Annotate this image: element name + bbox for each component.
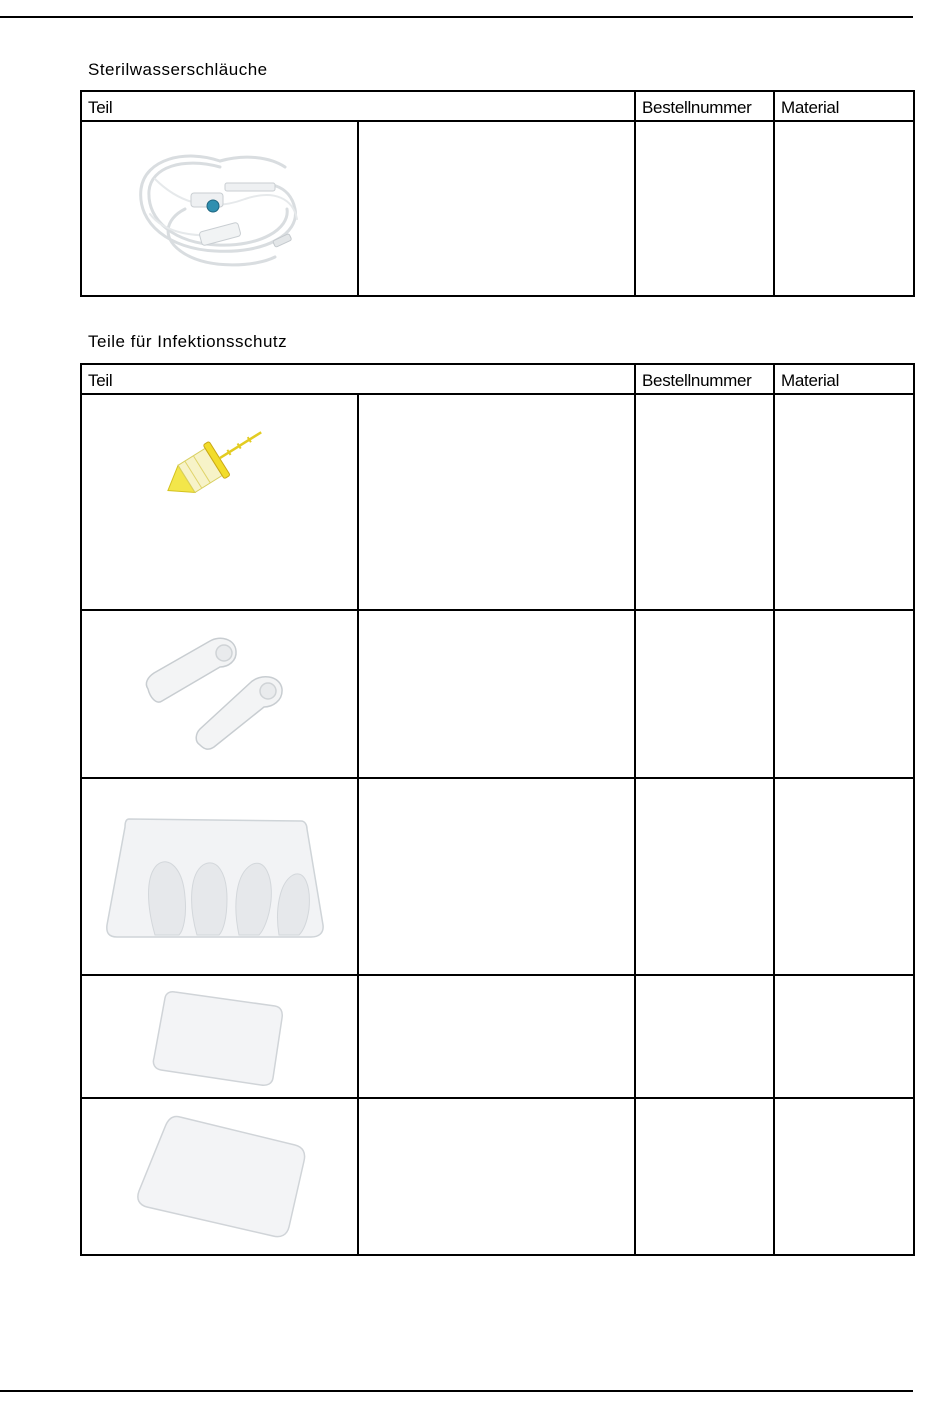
table-row: [81, 394, 914, 610]
section-title-infection-control: Teile für Infektionsschutz: [88, 332, 288, 351]
bottom-rule: [0, 1390, 913, 1392]
description-cell: [358, 610, 635, 778]
part-image-cell: [81, 778, 358, 975]
header-part: Teil: [81, 364, 635, 394]
material-cell: [774, 1098, 914, 1255]
order-number-cell: [635, 1098, 774, 1255]
description-cell: [358, 975, 635, 1098]
header-material: Material: [774, 91, 914, 121]
instrument-tray-image: [105, 807, 335, 947]
large-mat-image: [125, 1107, 315, 1247]
part-image-cell: [81, 394, 358, 610]
suction-filter-image: [82, 403, 357, 513]
description-cell: [358, 394, 635, 610]
material-cell: [774, 610, 914, 778]
description-cell: [358, 778, 635, 975]
small-mat-image: [145, 984, 295, 1089]
part-image-cell: [81, 610, 358, 778]
material-cell: [774, 778, 914, 975]
part-image-cell: [81, 975, 358, 1098]
top-rule: [0, 16, 913, 18]
table-row: [81, 975, 914, 1098]
material-cell: [774, 975, 914, 1098]
table-row: [81, 778, 914, 975]
order-number-cell: [635, 610, 774, 778]
section-title-sterile-tubing: Sterilwasserschläuche: [88, 60, 268, 79]
sterile-tubing-table: [80, 90, 915, 297]
description-cell: [358, 1098, 635, 1255]
infection-control-table: [80, 363, 915, 1256]
order-number-cell: [635, 778, 774, 975]
table-row: [81, 610, 914, 778]
table-row: [81, 1098, 914, 1255]
part-image-cell: [81, 1098, 358, 1255]
handle-sleeves-image: [140, 629, 300, 759]
table-row: [81, 121, 914, 296]
header-part: Teil: [81, 91, 635, 121]
order-number-cell: [635, 121, 774, 296]
description-cell: [358, 121, 635, 296]
order-number-cell: [635, 394, 774, 610]
part-image-cell: [81, 121, 358, 296]
header-material: Material: [774, 364, 914, 394]
material-cell: [774, 394, 914, 610]
tubing-set-image: [125, 139, 315, 279]
header-order-number: Bestellnummer: [635, 364, 774, 394]
table-header-row: [81, 364, 914, 394]
material-cell: [774, 121, 914, 296]
header-order-number: Bestellnummer: [635, 91, 774, 121]
table-header-row: [81, 91, 914, 121]
order-number-cell: [635, 975, 774, 1098]
